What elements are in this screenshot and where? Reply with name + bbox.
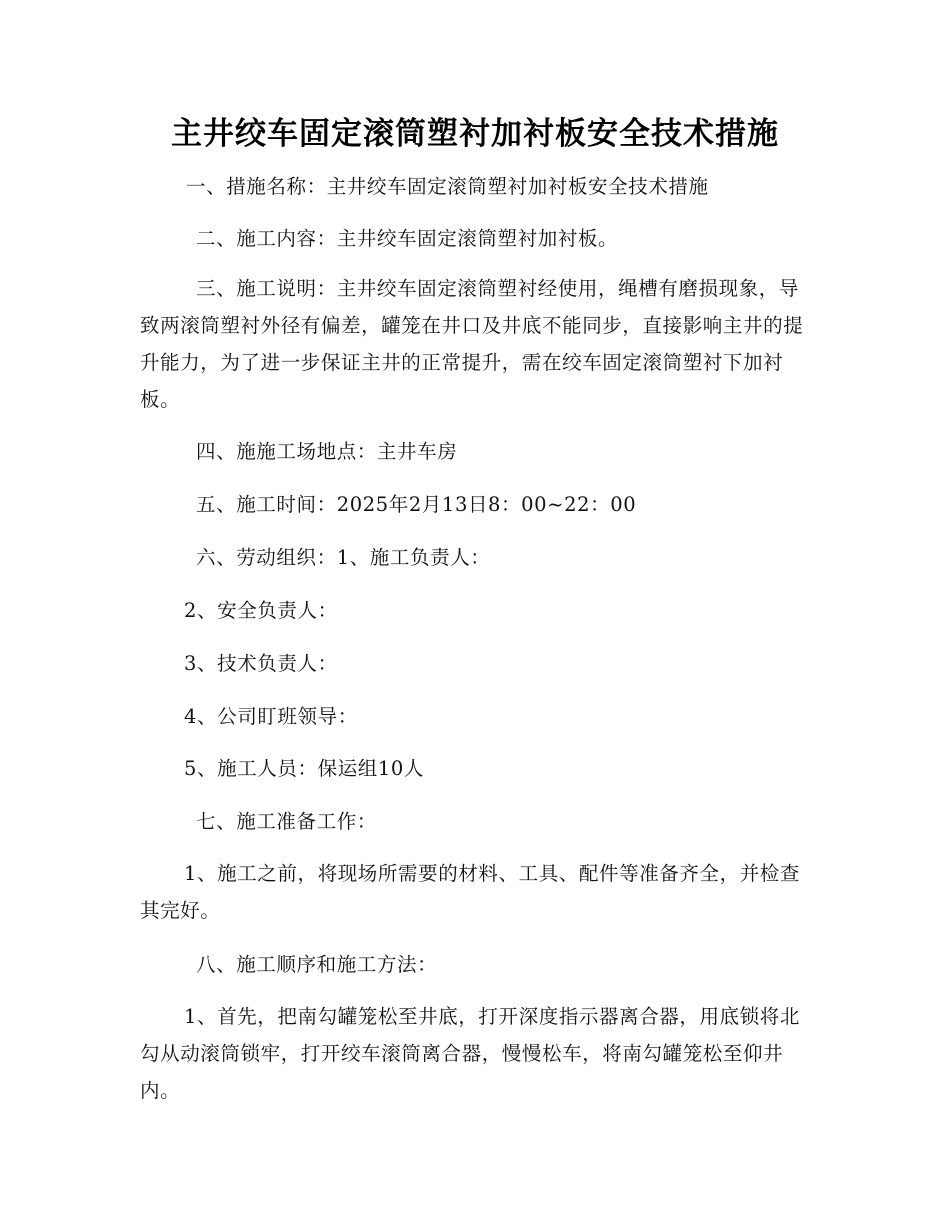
paragraph-preparation-heading: 七、施工准备工作： bbox=[196, 810, 377, 833]
paragraph-company-leader: 4、公司盯班领导： bbox=[184, 705, 358, 728]
paragraph-construction-staff: 5、施工人员：保运组10人 bbox=[184, 757, 425, 780]
paragraph-construction-description: 三、施工说明：主井绞车固定滚筒塑衬经使用，绳槽有磨损现象，导致两滚筒塑衬外径有偏差，罐笼在井口及井底不能同步，直接影响主井的提升能力，为了进一步保证主井的正常提升，需在绞车固定滚筒塑衬下加衬板。 bbox=[140, 277, 804, 411]
paragraph-procedure-heading: 八、施工顺序和施工方法： bbox=[196, 953, 438, 976]
document-title: 主井绞车固定滚筒塑衬加衬板安全技术措施 bbox=[171, 116, 779, 152]
paragraph-measure-name: 一、措施名称：主井绞车固定滚筒塑衬加衬板安全技术措施 bbox=[186, 175, 709, 198]
paragraph-procedure-item-1: 1、首先，把南勾罐笼松至井底，打开深度指示器离合器，用底锁将北勾从动滚筒锁牢，打开绞车滚筒离合器，慢慢松车，将南勾罐笼松至仰井内。 bbox=[140, 1005, 801, 1102]
paragraph-construction-time: 五、施工时间：2025年2月13日8：00~22：00 bbox=[196, 493, 637, 516]
paragraph-construction-site: 四、施施工场地点：主井车房 bbox=[196, 440, 458, 463]
paragraph-technical-lead: 3、技术负责人： bbox=[184, 652, 338, 675]
paragraph-labor-organization: 六、劳动组织：1、施工负责人： bbox=[196, 546, 491, 569]
paragraph-preparation-item-1: 1、施工之前，将现场所需要的材料、工具、配件等准备齐全，并检查其完好。 bbox=[140, 862, 801, 922]
paragraph-safety-lead: 2、安全负责人： bbox=[184, 599, 338, 622]
paragraph-construction-content: 二、施工内容：主井绞车固定滚筒塑衬加衬板。 bbox=[196, 227, 619, 250]
